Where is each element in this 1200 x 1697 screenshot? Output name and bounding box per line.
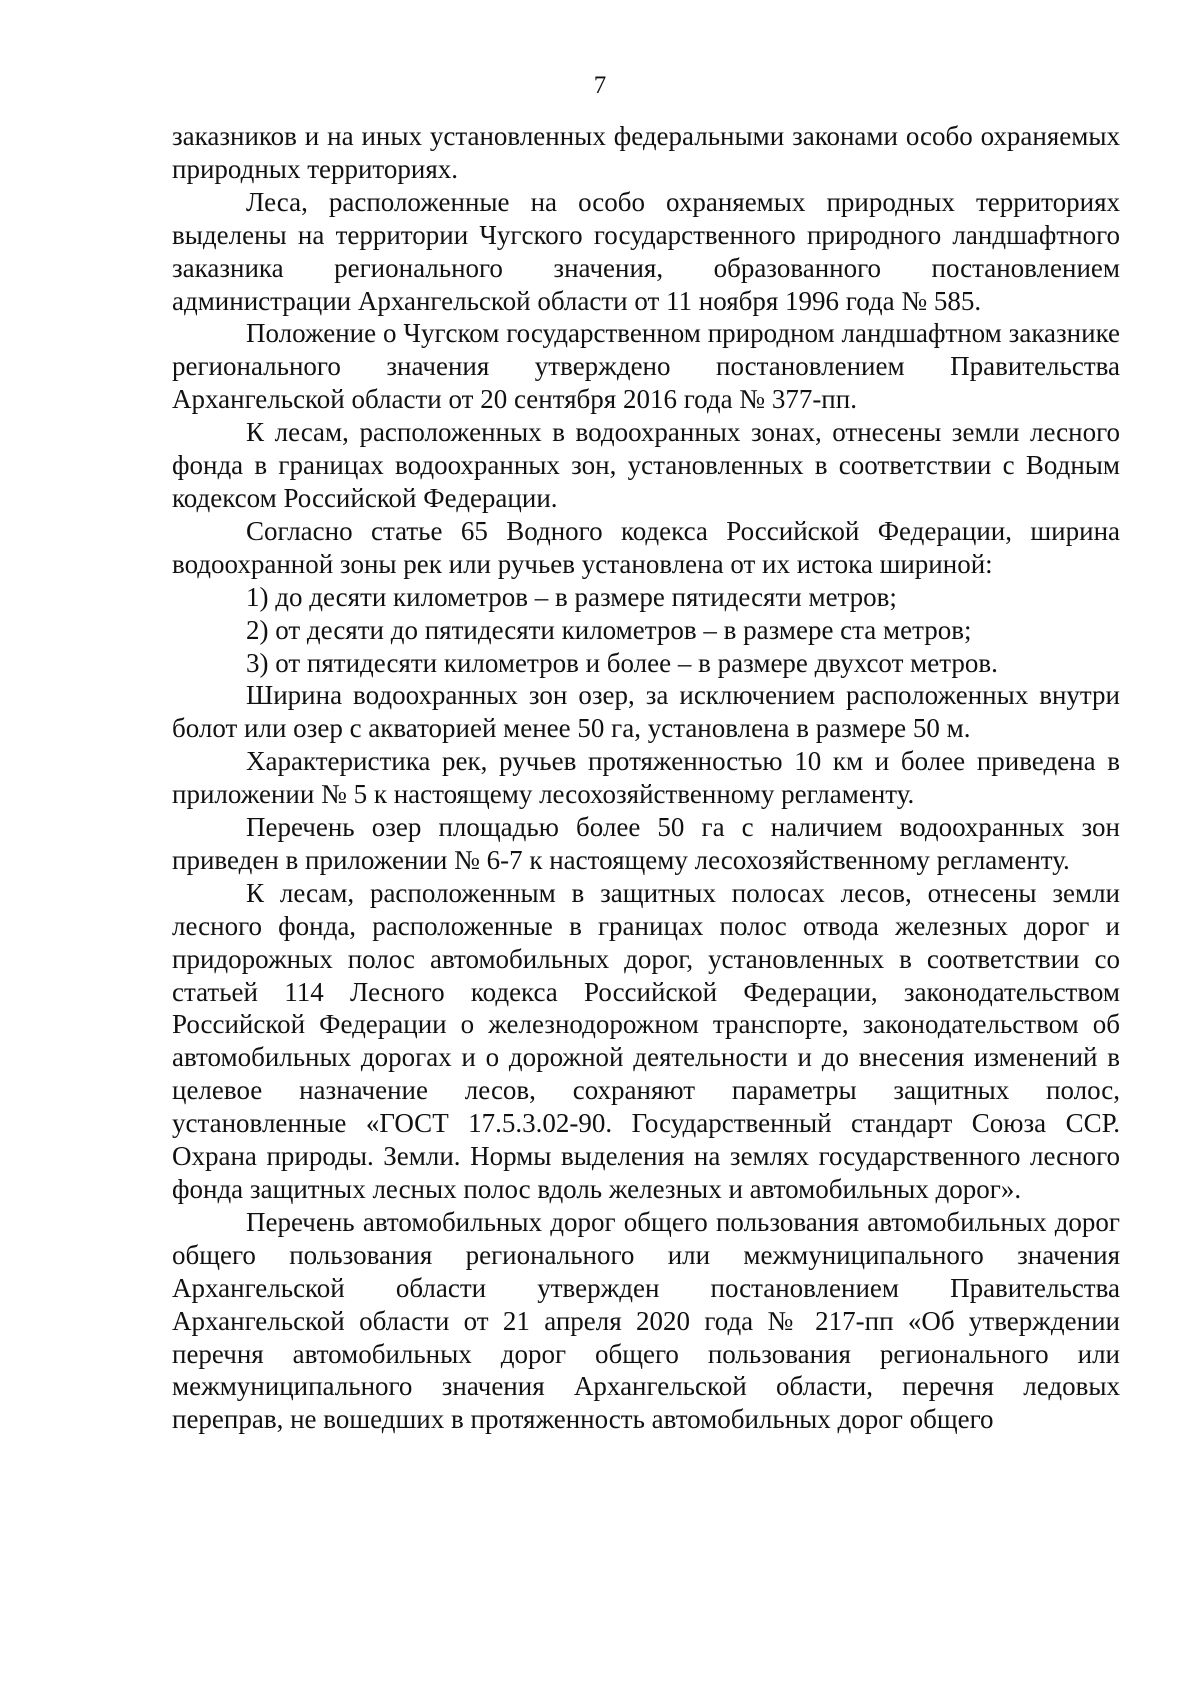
paragraph-rivers-appendix: Характеристика рек, ручьев протяженностью 10 км и более приведена в приложении № 5 к настоящему лесохозяйственному регламенту. bbox=[172, 746, 1120, 810]
paragraph-lake-zones: Ширина водоохранных зон озер, за исключением расположенных внутри болот или озер с акваторией менее 50 га, установлена в размере 50 м. bbox=[172, 680, 1120, 744]
paragraph-reserve-regulation: Положение о Чугском государственном природном ландшафтном заказнике регионального значения утверждено постановлением Правительства Архангельской области от 20 сентября 2016 года № 377-пп. bbox=[172, 318, 1120, 415]
list-item: 1) до десяти километров – в размере пятидесяти метров; bbox=[246, 581, 897, 612]
paragraph-water-protection-zones: К лесам, расположенных в водоохранных зонах, отнесены земли лесного фонда в границах водоохранных зон, установленных в соответствии с Водным кодексом Российской Федерации. bbox=[172, 417, 1120, 513]
paragraph-protective-strips: К лесам, расположенным в защитных полосах лесов, отнесены земли лесного фонда, расположенные в границах полос отвода железных дорог и придорожных полос автомобильных дорог, установленных в соответствии со статьей 114 Лесного кодекса Российской Федерации, законодательством Российской Федерации о железнодорожном транспорте, законодательством об автомобильных дорогах и о дорожной деятельности и до внесения изменений в целевое назначение лесов, сохраняют параметры защитных полос, установленные «ГОСТ 17.5.3.02-90. Государственный стандарт Союза ССР. Охрана природы. Земли. Нормы выделения на землях государственного лесного фонда защитных лесных полос вдоль железных и автомобильных дорог». bbox=[172, 877, 1120, 1204]
list-item: 2) от десяти до пятидесяти километров – в размере ста метров; bbox=[246, 614, 972, 645]
paragraph-lakes-appendix: Перечень озер площадью более 50 га с наличием водоохранных зон приведен в приложении № 6-7 к настоящему лесохозяйственному регламенту. bbox=[172, 812, 1120, 875]
paragraph-roads-list: Перечень автомобильных дорог общего пользования автомобильных дорог общего пользования регионального или межмуниципального значения Архангельской области утвержден постановлением Правительства Архангельской области от 21 апреля 2020 года № 217-пп «Об утверждении перечня автомобильных дорог общего пользования регионального или межмуниципального значения Архангельской области, перечня ледовых переправ, не вошедших в протяженность автомобильных дорог общего bbox=[172, 1206, 1120, 1435]
paragraph-protected-areas: Леса, расположенные на особо охраняемых природных территориях выделены на территории Чугского государственного природного ландшафтного заказника регионального значения, образованного постановлением администрации Архангельской области от 11 ноября 1996 года № 585. bbox=[172, 186, 1120, 316]
paragraph-continuation: заказников и на иных установленных федеральными законами особо охраняемых природных территориях. bbox=[172, 121, 1120, 184]
page-number: 7 bbox=[593, 72, 607, 99]
document-body bbox=[172, 120, 1120, 1436]
paragraph-article-65: Согласно статье 65 Водного кодекса Российской Федерации, ширина водоохранной зоны рек или ручьев установлена от их истока шириной: bbox=[172, 515, 1120, 579]
list-item: 3) от пятидесяти километров и более – в размере двухсот метров. bbox=[246, 647, 998, 678]
